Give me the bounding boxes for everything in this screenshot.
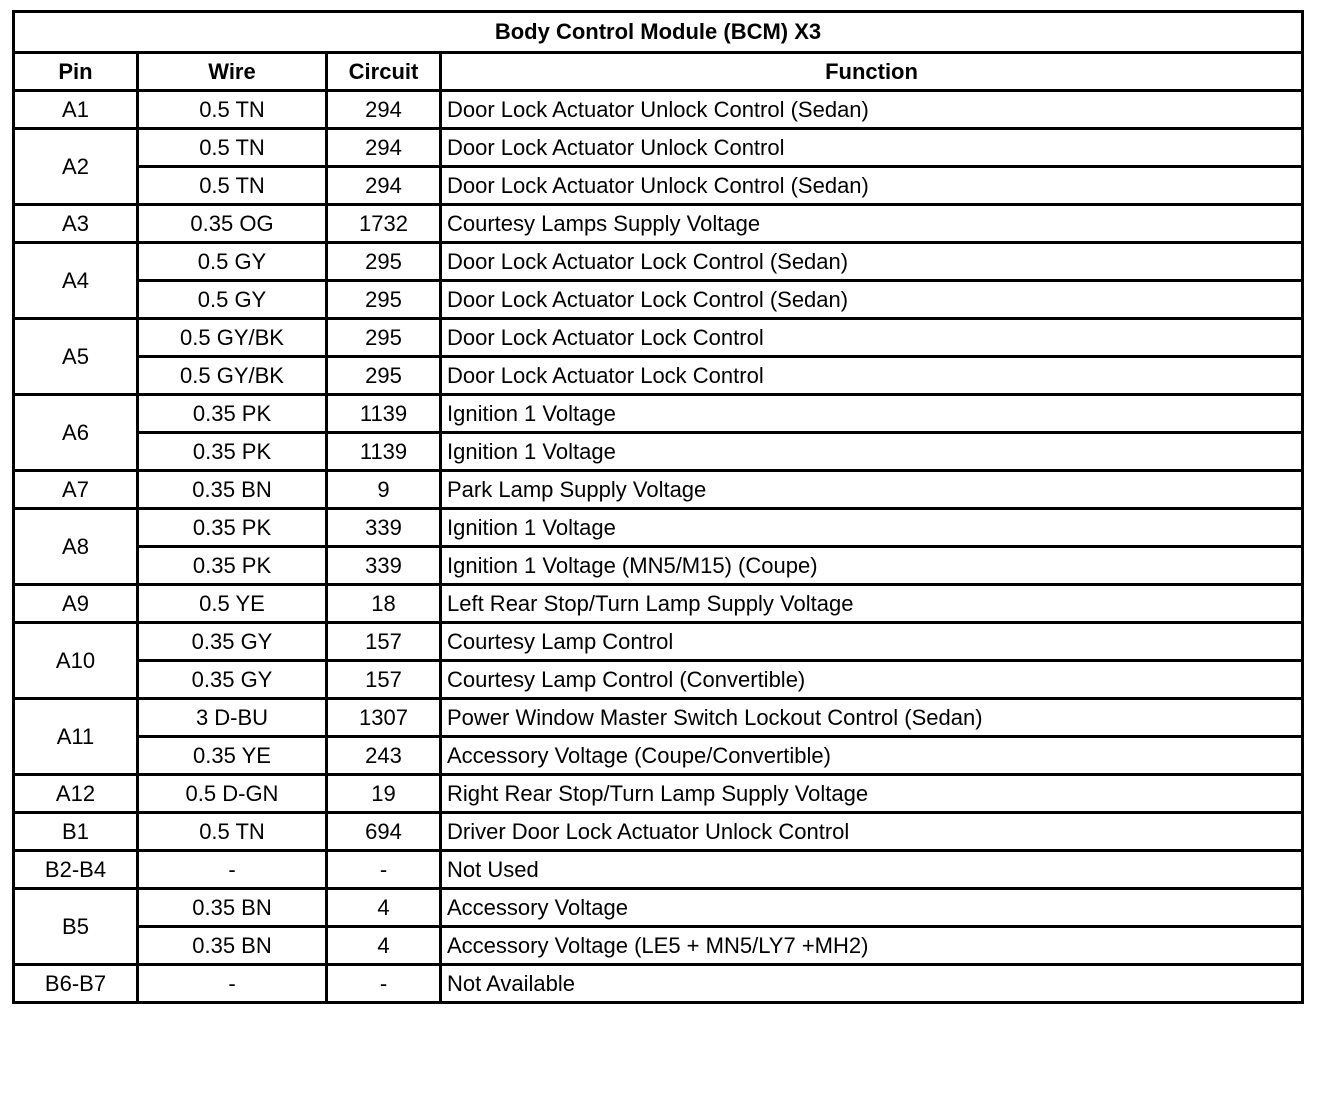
circuit-cell: 295: [327, 357, 441, 395]
circuit-cell: 4: [327, 927, 441, 965]
function-cell: Left Rear Stop/Turn Lamp Supply Voltage: [441, 585, 1303, 623]
pin-cell: A3: [14, 205, 138, 243]
circuit-cell: 694: [327, 813, 441, 851]
function-cell: Power Window Master Switch Lockout Control (Sedan): [441, 699, 1303, 737]
table-header-row: [14, 53, 1303, 91]
function-cell: Accessory Voltage (LE5 + MN5/LY7 +MH2): [441, 927, 1303, 965]
function-cell: Park Lamp Supply Voltage: [441, 471, 1303, 509]
wire-cell: 0.5 GY: [138, 281, 327, 319]
table-row: [14, 585, 1303, 623]
function-cell: Ignition 1 Voltage: [441, 395, 1303, 433]
wire-cell: 0.5 YE: [138, 585, 327, 623]
table-row: [14, 775, 1303, 813]
table-row: [14, 623, 1303, 661]
table-row: [14, 661, 1303, 699]
table-row: [14, 509, 1303, 547]
function-cell: Door Lock Actuator Unlock Control: [441, 129, 1303, 167]
function-cell: Door Lock Actuator Lock Control (Sedan): [441, 243, 1303, 281]
table-title: Body Control Module (BCM) X3: [14, 12, 1303, 53]
wire-cell: 0.35 YE: [138, 737, 327, 775]
wire-cell: 0.5 TN: [138, 813, 327, 851]
wire-cell: 0.35 BN: [138, 927, 327, 965]
function-cell: Door Lock Actuator Lock Control (Sedan): [441, 281, 1303, 319]
wire-cell: -: [138, 851, 327, 889]
table-row: [14, 129, 1303, 167]
function-cell: Right Rear Stop/Turn Lamp Supply Voltage: [441, 775, 1303, 813]
function-cell: Door Lock Actuator Lock Control: [441, 319, 1303, 357]
table-row: [14, 471, 1303, 509]
wire-cell: 3 D-BU: [138, 699, 327, 737]
wire-cell: 0.5 GY/BK: [138, 319, 327, 357]
table-row: [14, 243, 1303, 281]
table-row: [14, 699, 1303, 737]
circuit-cell: 19: [327, 775, 441, 813]
function-cell: Not Used: [441, 851, 1303, 889]
function-cell: Accessory Voltage (Coupe/Convertible): [441, 737, 1303, 775]
circuit-cell: 243: [327, 737, 441, 775]
circuit-cell: 295: [327, 319, 441, 357]
function-cell: Door Lock Actuator Unlock Control (Sedan): [441, 91, 1303, 129]
table-row: [14, 547, 1303, 585]
pin-cell: B2-B4: [14, 851, 138, 889]
circuit-cell: 294: [327, 167, 441, 205]
circuit-cell: 4: [327, 889, 441, 927]
table-row: [14, 91, 1303, 129]
circuit-cell: 294: [327, 91, 441, 129]
wire-cell: -: [138, 965, 327, 1003]
pin-cell: B5: [14, 889, 138, 965]
function-cell: Door Lock Actuator Unlock Control (Sedan): [441, 167, 1303, 205]
circuit-cell: 157: [327, 661, 441, 699]
wire-cell: 0.5 TN: [138, 91, 327, 129]
wire-cell: 0.35 PK: [138, 509, 327, 547]
circuit-cell: 295: [327, 243, 441, 281]
function-cell: Door Lock Actuator Lock Control: [441, 357, 1303, 395]
circuit-cell: 339: [327, 547, 441, 585]
bcm-pinout-table: [12, 10, 1304, 1004]
table-body: [14, 91, 1303, 1003]
table-title-row: [14, 12, 1303, 53]
circuit-cell: 339: [327, 509, 441, 547]
circuit-cell: -: [327, 851, 441, 889]
wire-cell: 0.5 TN: [138, 129, 327, 167]
pin-cell: A4: [14, 243, 138, 319]
wire-cell: 0.35 PK: [138, 433, 327, 471]
wire-cell: 0.35 GY: [138, 661, 327, 699]
pin-cell: A10: [14, 623, 138, 699]
wire-cell: 0.5 GY: [138, 243, 327, 281]
wire-cell: 0.35 GY: [138, 623, 327, 661]
pin-cell: A9: [14, 585, 138, 623]
wire-cell: 0.5 TN: [138, 167, 327, 205]
header-function: Function: [441, 53, 1303, 91]
circuit-cell: 295: [327, 281, 441, 319]
wire-cell: 0.5 D-GN: [138, 775, 327, 813]
header-wire: Wire: [138, 53, 327, 91]
table-row: [14, 281, 1303, 319]
function-cell: Ignition 1 Voltage: [441, 509, 1303, 547]
circuit-cell: 18: [327, 585, 441, 623]
header-circuit: Circuit: [327, 53, 441, 91]
pin-cell: A8: [14, 509, 138, 585]
wire-cell: 0.5 GY/BK: [138, 357, 327, 395]
circuit-cell: 1139: [327, 433, 441, 471]
table-row: [14, 167, 1303, 205]
circuit-cell: 9: [327, 471, 441, 509]
circuit-cell: 294: [327, 129, 441, 167]
pin-cell: A6: [14, 395, 138, 471]
table-row: [14, 965, 1303, 1003]
pin-cell: A2: [14, 129, 138, 205]
table-row: [14, 737, 1303, 775]
pin-cell: A7: [14, 471, 138, 509]
function-cell: Driver Door Lock Actuator Unlock Control: [441, 813, 1303, 851]
wire-cell: 0.35 OG: [138, 205, 327, 243]
pin-cell: B1: [14, 813, 138, 851]
table-row: [14, 319, 1303, 357]
wire-cell: 0.35 PK: [138, 547, 327, 585]
function-cell: Accessory Voltage: [441, 889, 1303, 927]
table-row: [14, 813, 1303, 851]
table-row: [14, 205, 1303, 243]
function-cell: Courtesy Lamp Control (Convertible): [441, 661, 1303, 699]
table-row: [14, 889, 1303, 927]
circuit-cell: 157: [327, 623, 441, 661]
function-cell: Ignition 1 Voltage: [441, 433, 1303, 471]
table-row: [14, 851, 1303, 889]
table-row: [14, 395, 1303, 433]
wire-cell: 0.35 BN: [138, 471, 327, 509]
table-row: [14, 433, 1303, 471]
pin-cell: B6-B7: [14, 965, 138, 1003]
circuit-cell: 1307: [327, 699, 441, 737]
circuit-cell: 1732: [327, 205, 441, 243]
pin-cell: A11: [14, 699, 138, 775]
pin-cell: A1: [14, 91, 138, 129]
wire-cell: 0.35 PK: [138, 395, 327, 433]
function-cell: Courtesy Lamps Supply Voltage: [441, 205, 1303, 243]
header-pin: Pin: [14, 53, 138, 91]
table-row: [14, 357, 1303, 395]
function-cell: Courtesy Lamp Control: [441, 623, 1303, 661]
pin-cell: A12: [14, 775, 138, 813]
circuit-cell: -: [327, 965, 441, 1003]
wire-cell: 0.35 BN: [138, 889, 327, 927]
table-row: [14, 927, 1303, 965]
pin-cell: A5: [14, 319, 138, 395]
function-cell: Ignition 1 Voltage (MN5/M15) (Coupe): [441, 547, 1303, 585]
function-cell: Not Available: [441, 965, 1303, 1003]
circuit-cell: 1139: [327, 395, 441, 433]
